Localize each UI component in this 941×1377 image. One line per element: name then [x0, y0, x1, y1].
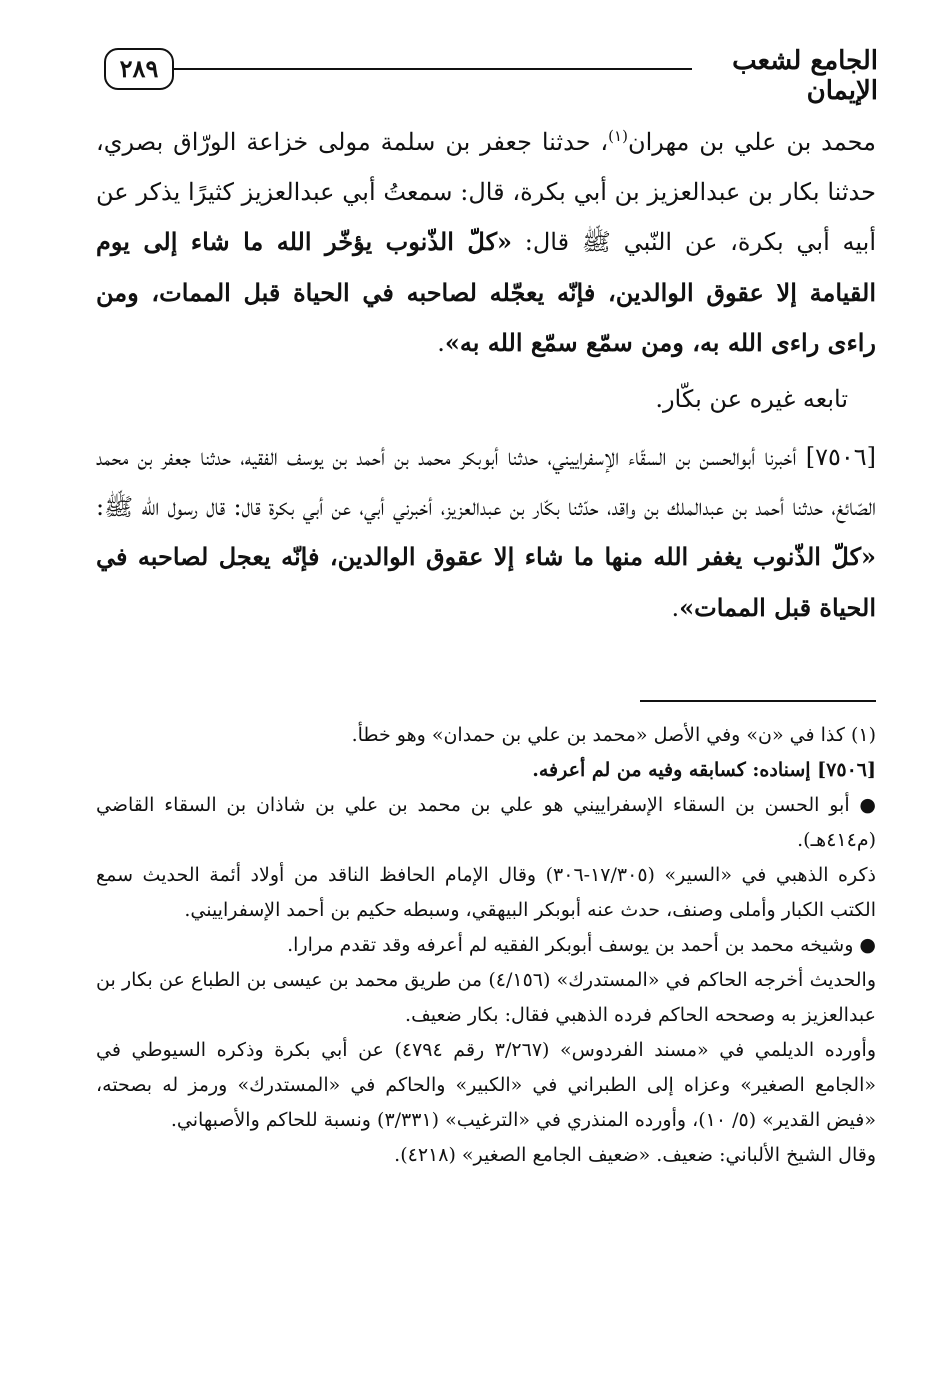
footnote: وأورده الديلمي في «مسند الفردوس» (٣/٢٦٧ رقم ٤٧٩٤) عن أبي بكرة وذكره السيوطي في «الجامع الصغير» وعزاه إلى الطبراني في «الكبير» والحاكم في «المستدرك» ورمز له بصحته، «فيض القدير» (٥/ ١٠)، وأورده المنذري في «الترغيب» (٣/٣٣١) ونسبة للحاكم والأصبهاني.: [96, 1039, 877, 1131]
hadith-matn: «كلّ الذّنوب يؤخّر الله ما شاء إلى يوم القيامة إلا عقوق الوالدين، فإنّه يعجّله لصاحبه في الحياة قبل الممات، ومن راءى راءى الله به، ومن سمّع سمّع الله به»: [96, 227, 876, 357]
sentence-end: .: [671, 593, 680, 622]
hadith-matn: «كلّ الذّنوب يغفر الله منها ما شاء إلا عقوق الوالدين، فإنّه يعجل لصاحبه في الحياة قبل الممات»: [96, 542, 877, 622]
footnote-marker: (١): [608, 127, 628, 145]
footnote-bullet: ● وشيخه محمد بن أحمد بن يوسف أبوبكر الفقيه لم أعرفه وقد تقدم مرارا.: [287, 934, 876, 956]
isnad-text: محمد بن علي بن مهران: [627, 128, 876, 156]
follow-up-note: تابعه غيره عن بكّار.: [655, 384, 848, 413]
footnote-bullet: ● أبو الحسن بن السقاء الإسفراييني هو علي بن محمد بن علي بن شاذان بن السقاء القاضي (م٤١٤هـ).: [96, 794, 876, 851]
header-rule: [172, 68, 692, 70]
hadith-paragraph: [96, 433, 876, 633]
footnote: والحديث أخرجه الحاكم في «المستدرك» (٤/١٥٦) من طريق محمد بن عيسى بن الطباع عن بكار بن عبدالعزيز به وصححه الحاكم فرده الذهبي فقال: بكار ضعيف.: [96, 969, 876, 1026]
page-number: ٢٨٩: [104, 48, 174, 90]
footnote-takhrij-heading: [٧٥٠٦] إسناده: كسابقه وفيه من لم أعرفه.: [532, 759, 876, 781]
page-header: [98, 40, 878, 106]
footnote: (١) كذا في «ن» وفي الأصل «محمد بن علي بن حمدان» وهو خطأ.: [351, 724, 876, 746]
book-title: الجامع لشعب الإيمان: [732, 46, 878, 106]
main-text: [96, 118, 876, 633]
footnotes: [96, 718, 876, 1173]
sentence-end: .: [437, 329, 445, 357]
isnad-text: [٧٥٠٦] أخبرنا أبوالحسن بن السقّاء الإسفراييني، حدثنا أبوبكر محمد بن أحمد بن يوسف الفقيه، حدثنا جعفر بن محمد الصّائغ، حدثنا أحمد بن عبدالملك بن واقد، حدّثنا بكّار بن عبدالعزيز، أخبرني أبي، عن أبي بكرة قال: قال رسول الله ﷺ:: [96, 443, 876, 521]
footnote: ذكره الذهبي في «السير» (١٧/٣٠٥-٣٠٦) وقال الإمام الحافظ الناقد من أولاد أئمة الحديث سمع الكتب الكبار وأملى وصنف، حدث عنه أبوبكر البيهقي، وسبطه حكيم بن أحمد الإسفراييني.: [96, 864, 876, 921]
footnote-separator: [640, 700, 876, 702]
footnote: وقال الشيخ الألباني: ضعيف. «ضعيف الجامع الصغير» (٤٢١٨).: [394, 1144, 876, 1166]
hadith-paragraph: [96, 118, 876, 369]
isnad-text: ، حدثنا جعفر بن سلمة مولى خزاعة الورّاق بصري، حدثنا بكار بن عبدالعزيز بن أبي بكرة، قال: سمعتُ أبي عبدالعزيز كثيرًا يذكر عن أبيه أبي بكرة، عن النّبي ﷺ قال:: [96, 128, 876, 256]
